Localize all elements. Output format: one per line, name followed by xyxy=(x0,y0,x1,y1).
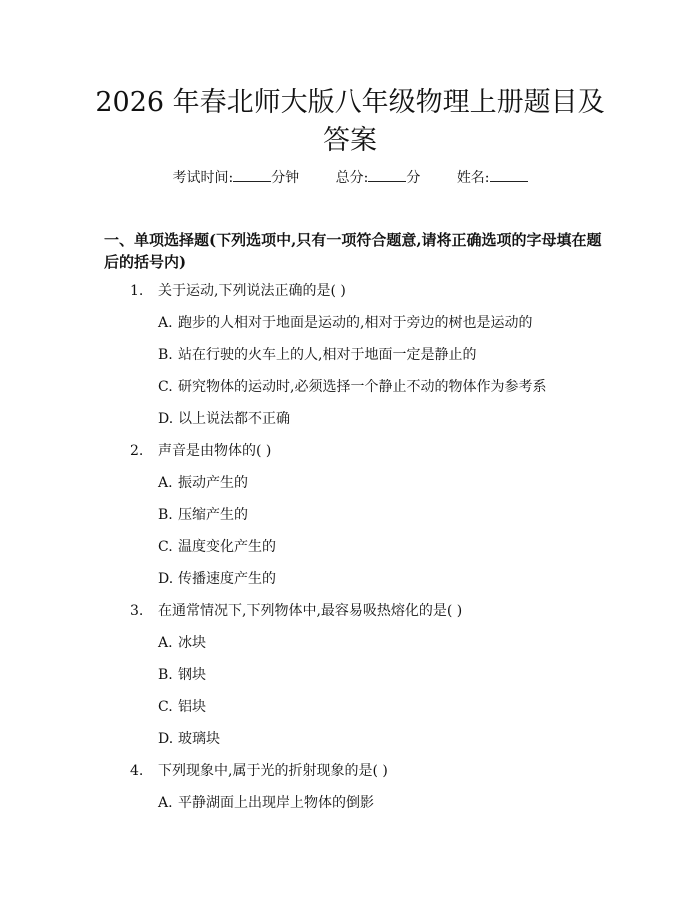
question-stem: 在通常情况下,下列物体中,最容易吸热熔化的是( ) xyxy=(158,603,463,619)
question-3-option-a xyxy=(158,633,206,653)
page-title: 2026 年春北师大版八年级物理上册题目及答案 xyxy=(95,87,605,156)
option-letter: C. xyxy=(158,379,173,395)
total-score-unit: 分 xyxy=(406,170,421,186)
student-name-field xyxy=(457,168,528,188)
question-2-option-c xyxy=(158,537,276,557)
option-letter: A. xyxy=(158,635,173,651)
option-text: 玻璃块 xyxy=(178,731,220,747)
option-letter: B. xyxy=(158,507,173,523)
question-number: 1. xyxy=(130,283,144,299)
option-letter: A. xyxy=(158,795,173,811)
question-stem: 关于运动,下列说法正确的是( ) xyxy=(158,283,346,299)
option-letter: D. xyxy=(158,731,174,747)
question-stem: 声音是由物体的( ) xyxy=(158,443,272,459)
question-stem: 下列现象中,属于光的折射现象的是( ) xyxy=(158,763,388,779)
option-letter: C. xyxy=(158,699,173,715)
question-4 xyxy=(130,761,388,781)
exam-time-blank xyxy=(233,169,271,182)
total-score-blank xyxy=(368,169,406,182)
exam-time-unit: 分钟 xyxy=(271,170,300,186)
question-2-option-d xyxy=(158,569,276,589)
student-name-blank xyxy=(490,169,528,182)
question-4-option-a xyxy=(158,793,374,813)
question-3-option-d xyxy=(158,729,220,749)
option-text: 振动产生的 xyxy=(178,475,248,491)
option-text: 以上说法都不正确 xyxy=(178,411,290,427)
total-score-field xyxy=(336,168,421,188)
option-text: 压缩产生的 xyxy=(178,507,248,523)
question-3 xyxy=(130,601,462,621)
exam-time-field xyxy=(172,168,299,188)
option-text: 站在行驶的火车上的人,相对于地面一定是静止的 xyxy=(178,347,477,363)
section-heading: 一、单项选择题(下列选项中,只有一项符合题意,请将正确选项的字母填在题后的括号内) xyxy=(104,231,602,271)
student-name-label: 姓名: xyxy=(456,170,490,186)
question-2-option-a xyxy=(158,473,248,493)
option-letter: C. xyxy=(158,539,173,555)
total-score-label: 总分: xyxy=(335,170,369,186)
option-text: 钢块 xyxy=(178,667,206,683)
option-text: 铝块 xyxy=(178,699,206,715)
question-1-option-d xyxy=(158,409,290,429)
question-1-option-b xyxy=(158,345,476,365)
option-letter: D. xyxy=(158,411,174,427)
exam-time-label: 考试时间: xyxy=(172,170,234,186)
option-text: 温度变化产生的 xyxy=(178,539,276,555)
option-text: 传播速度产生的 xyxy=(178,571,276,587)
question-number: 4. xyxy=(130,763,144,779)
option-letter: A. xyxy=(158,315,173,331)
question-2-option-b xyxy=(158,505,248,525)
question-3-option-b xyxy=(158,665,206,685)
exam-info-line xyxy=(0,168,700,188)
question-1-option-c xyxy=(158,377,546,397)
option-letter: D. xyxy=(158,571,174,587)
question-1 xyxy=(130,281,346,301)
option-text: 平静湖面上出现岸上物体的倒影 xyxy=(178,795,374,811)
option-text: 冰块 xyxy=(178,635,206,651)
question-2 xyxy=(130,441,271,461)
option-letter: B. xyxy=(158,667,173,683)
question-number: 3. xyxy=(130,603,144,619)
option-text: 研究物体的运动时,必须选择一个静止不动的物体作为参考系 xyxy=(178,379,547,395)
question-number: 2. xyxy=(130,443,144,459)
question-3-option-c xyxy=(158,697,206,717)
option-letter: A. xyxy=(158,475,173,491)
option-letter: B. xyxy=(158,347,173,363)
question-1-option-a xyxy=(158,313,532,333)
option-text: 跑步的人相对于地面是运动的,相对于旁边的树也是运动的 xyxy=(178,315,533,331)
